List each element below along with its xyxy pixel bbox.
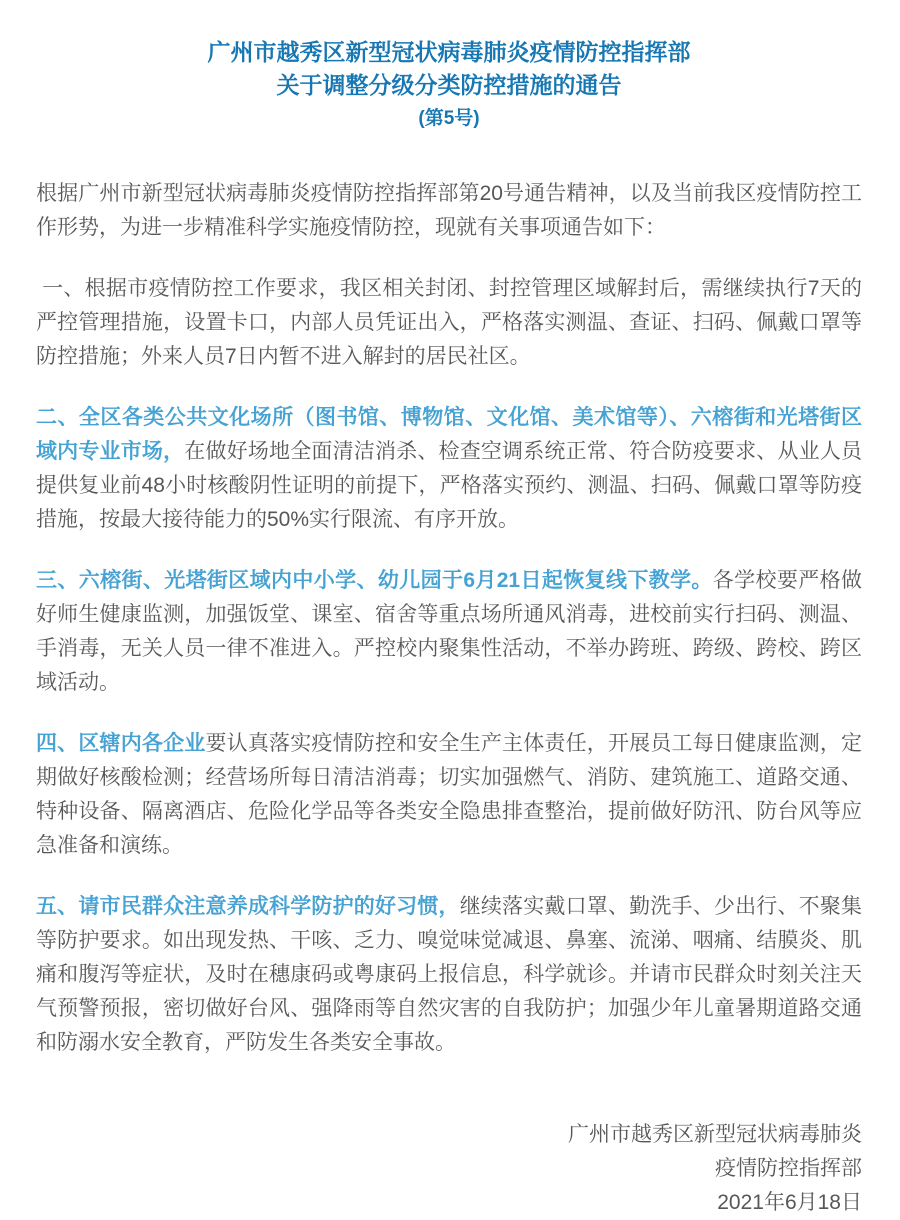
section-5-body: 继续落实戴口罩、勤洗手、少出行、不聚集等防护要求。如出现发热、干咳、乏力、嗅觉味觉减退、鼻塞、流涕、咽痛、结膜炎、肌痛和腹泻等症状，及时在穗康码或粤康码上报信息，科学就诊。并请市民群众时刻关注天气预警预报，密切做好台风、强降雨等自然灾害的自我防护；加强少年儿童暑期道路交通和防溺水安全教育，严防发生各类安全事故。 bbox=[36, 895, 863, 1054]
section-paragraph-4 bbox=[36, 727, 862, 863]
notice-title-line-2: 关于调整分级分类防控措施的通告 bbox=[276, 72, 622, 98]
section-paragraph-1 bbox=[36, 272, 862, 374]
section-2-body: 在做好场地全面清洁消杀、检查空调系统正常、符合防疫要求、从业人员提供复业前48小时核酸阴性证明的前提下，严格落实预约、测温、扫码、佩戴口罩等防疫措施，按最大接待能力的50%实行限流、有序开放。 bbox=[36, 440, 863, 531]
notice-title-line-1: 广州市越秀区新型冠状病毒肺炎疫情防控指挥部 bbox=[207, 39, 691, 65]
section-paragraph-5 bbox=[36, 890, 862, 1060]
section-3-lead: 三、六榕街、光塔街区域内中小学、幼儿园于6月21日起恢复线下教学。 bbox=[36, 569, 713, 592]
signature-block bbox=[36, 1118, 862, 1220]
section-paragraph-3 bbox=[36, 564, 862, 700]
section-4-lead: 四、区辖内各企业 bbox=[36, 732, 206, 755]
section-paragraph-2 bbox=[36, 401, 862, 537]
section-5-lead: 五、请市民群众注意养成科学防护的好习惯， bbox=[36, 895, 460, 918]
section-1-body: 一、根据市疫情防控工作要求，我区相关封闭、封控管理区域解封后，需继续执行7天的严控管理措施，设置卡口，内部人员凭证出入，严格落实测温、查证、扫码、佩戴口罩等防控措施；外来人员7日内暂不进入解封的居民社区。 bbox=[36, 277, 862, 368]
signature-org-line-2: 疫情防控指挥部 bbox=[715, 1157, 862, 1180]
notice-title bbox=[36, 36, 862, 135]
section-3-body: 各学校要严格做好师生健康监测，加强饭堂、课室、宿舍等重点场所通风消毒，进校前实行扫码、测温、手消毒，无关人员一律不准进入。严控校内聚集性活动，不举办跨班、跨级、跨校、跨区域活动。 bbox=[36, 569, 862, 694]
section-2-lead: 二、全区各类公共文化场所（图书馆、博物馆、文化馆、美术馆等）、六榕街和光塔街区域内专业市场， bbox=[36, 406, 862, 463]
signature-date: 2021年6月18日 bbox=[717, 1191, 862, 1214]
notice-title-issue-number: (第5号) bbox=[418, 108, 480, 129]
section-4-body: 要认真落实疫情防控和安全生产主体责任，开展员工每日健康监测，定期做好核酸检测；经营场所每日清洁消毒；切实加强燃气、消防、建筑施工、道路交通、特种设备、隔离酒店、危险化学品等各类安全隐患排查整治，提前做好防汛、防台风等应急准备和演练。 bbox=[36, 732, 863, 857]
signature-org-line-1: 广州市越秀区新型冠状病毒肺炎 bbox=[568, 1123, 862, 1146]
intro-paragraph: 根据广州市新型冠状病毒肺炎疫情防控指挥部第20号通告精神，以及当前我区疫情防控工作形势，为进一步精准科学实施疫情防控，现就有关事项通告如下： bbox=[36, 182, 862, 239]
